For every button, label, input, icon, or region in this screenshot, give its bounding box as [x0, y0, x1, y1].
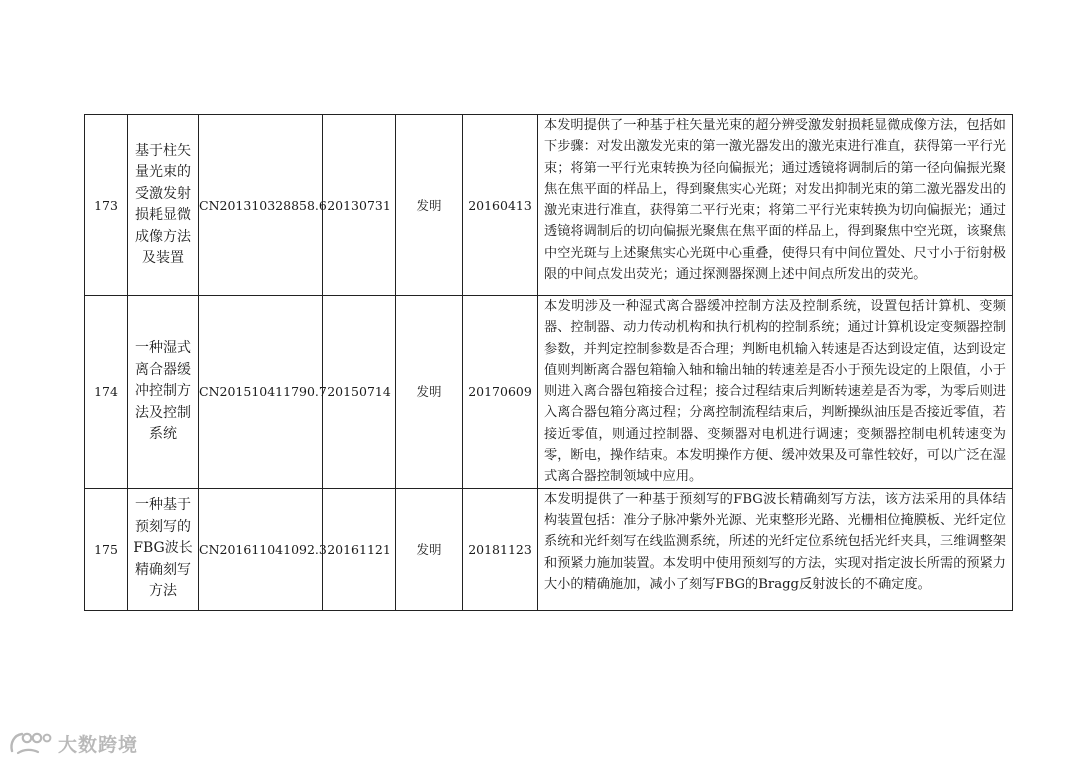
patent-abstract: 本发明涉及一种湿式离合器缓冲控制方法及控制系统，设置包括计算机、变频器、控制器、动力传动机构和执行机构的控制系统；通过计算机设定变频器控制参数，并判定控制参数是否合理；判断电机输入转速是否达到设定值，达到设定值则判断离合器包箱输入轴和输出轴的转速差是否小于预先设定的上限值，小于则进入离合器包箱接合过程；接合过程结束后判断转速差是否为零，为零后则进入离合器包箱分离过程；分离控制流程结束后，判断操纵油压是否接近零值，若接近零值，则通过控制器、变频器对电机进行调速；变频器控制电机转速变为零，断电，操作结束。本发明操作方便、缓冲效果及可靠性较好，可以广泛在湿式离合器控制领域中应用。 — [538, 296, 1013, 489]
patent-type: 发明 — [396, 296, 463, 489]
application-number: CN201510411790.7 — [199, 296, 323, 489]
patent-table — [84, 114, 1013, 611]
patent-abstract: 本发明提供了一种基于柱矢量光束的超分辨受激发射损耗显微成像方法，包括如下步骤：对发出激发光束的第一激光器发出的激光束进行准直，获得第一平行光束；将第一平行光束转换为径向偏振光；通过透镜将调制后的第一径向偏振光聚焦在焦平面的样品上，得到聚焦实心光斑；对发出抑制光束的第二激光器发出的激光束进行准直，获得第二平行光束；将第二平行光束转换为切向偏振光；通过透镜将调制后的切向偏振光聚焦在焦平面的样品上，得到聚焦中空光斑，该聚焦中空光斑与上述聚焦实心光斑中心重叠，使得只有中间位置处、尺寸小于衍射极限的中间点发出荧光；通过探测器探测上述中间点所发出的荧光。 — [538, 115, 1013, 296]
patent-abstract: 本发明提供了一种基于预刻写的FBG波长精确刻写方法，该方法采用的具体结构装置包括：准分子脉冲紫外光源、光束整形光路、光栅相位掩膜板、光纤定位系统和光纤刻写在线监测系统，所述的光纤定位系统包括光纤夹具，三维调整架和预紧力施加装置。本发明中使用预刻写的方法，实现对指定波长所需的预紧力大小的精确施加，减小了刻写FBG的Bragg反射波长的不确定度。 — [538, 488, 1013, 610]
filing-date: 20150714 — [323, 296, 396, 489]
table-row — [85, 115, 1013, 296]
row-number: 173 — [85, 115, 128, 296]
row-number: 174 — [85, 296, 128, 489]
filing-date: 20161121 — [323, 488, 396, 610]
patent-type: 发明 — [396, 488, 463, 610]
patent-title: 一种湿式离合器缓冲控制方法及控制系统 — [128, 296, 199, 489]
table-row — [85, 488, 1013, 610]
patent-title: 基于柱矢量光束的受激发射损耗显微成像方法及装置 — [128, 115, 199, 296]
application-number: CN201611041092.3 — [199, 488, 323, 610]
grant-date: 20160413 — [463, 115, 538, 296]
patent-type: 发明 — [396, 115, 463, 296]
brand-logo-icon — [8, 729, 52, 757]
row-number: 175 — [85, 488, 128, 610]
watermark-text: 大数跨境 — [58, 733, 139, 756]
table-row — [85, 296, 1013, 489]
grant-date: 20170609 — [463, 296, 538, 489]
patent-title: 一种基于预刻写的FBG波长精确刻写方法 — [128, 488, 199, 610]
watermark — [8, 728, 138, 758]
application-number: CN201310328858.6 — [199, 115, 323, 296]
grant-date: 20181123 — [463, 488, 538, 610]
filing-date: 20130731 — [323, 115, 396, 296]
